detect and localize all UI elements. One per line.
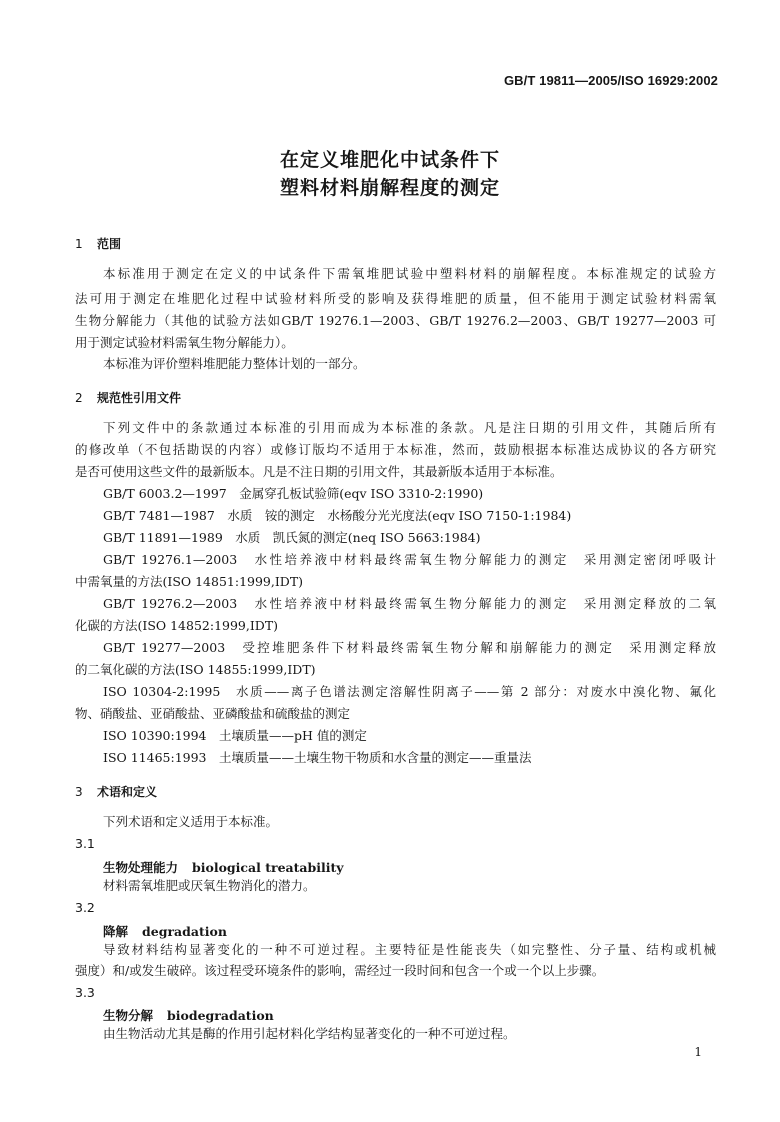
- reference-entry: ISO 10304-2:1995 水质——离子色谱法测定溶解性阴离子——第 2 部分：对废水中溴化物、氟化: [103, 684, 716, 699]
- page-number: 1: [694, 1045, 702, 1059]
- scope-paragraph-line: 本标准用于测定在定义的中试条件下需氧堆肥试验中塑料材料的崩解程度。本标准规定的试验方: [103, 266, 716, 281]
- reference-entry: GB/T 19276.1—2003 水性培养液中材料最终需氧生物分解能力的测定 采用测定密闭呼吸计: [103, 552, 716, 567]
- reference-entry: ISO 11465:1993 土壤质量——土壤生物干物质和水含量的测定——重量法: [103, 750, 532, 765]
- reference-entry: GB/T 11891—1989 水质 凯氏氮的测定(neq ISO 5663:1984): [103, 530, 481, 545]
- reference-entry: GB/T 19277—2003 受控堆肥条件下材料最终需氧生物分解和崩解能力的测定 采用测定释放: [103, 640, 716, 655]
- document-title-line1: 在定义堆肥化中试条件下: [279, 149, 500, 171]
- reference-entry-cont: 中需氧量的方法(ISO 14851:1999,IDT): [75, 574, 304, 589]
- reference-entry: ISO 10390:1994 土壤质量——pH 值的测定: [103, 728, 367, 743]
- clause-number: 3.3: [75, 985, 95, 1000]
- references-paragraph-line: 下列文件中的条款通过本标准的引用而成为本标准的条款。凡是注日期的引用文件，其随后所有: [103, 420, 716, 435]
- scope-paragraph-line: 法可用于测定在堆肥化过程中试验材料所受的影响及获得堆肥的质量，但不能用于测定试验材料需氧: [75, 291, 716, 306]
- reference-entry: GB/T 19276.2—2003 水性培养液中材料最终需氧生物分解能力的测定 采用测定释放的二氧: [103, 596, 716, 611]
- term-zh: 降解: [103, 924, 129, 939]
- scope-paragraph-2: 本标准为评价塑料堆肥能力整体计划的一部分。: [103, 356, 366, 371]
- term-zh: 生物分解: [103, 1008, 154, 1023]
- reference-entry: GB/T 7481—1987 水质 铵的测定 水杨酸分光光度法(eqv ISO 7150-1:1984): [103, 508, 572, 523]
- term-en: degradation: [142, 924, 227, 939]
- term-en: biological treatability: [192, 860, 344, 875]
- scope-paragraph-line: 生物分解能力（其他的试验方法如GB/T 19276.1—2003、GB/T 19276.2—2003、GB/T 19277—2003 可: [75, 313, 716, 328]
- term-heading: [103, 1006, 274, 1024]
- section-number: 3: [75, 785, 83, 799]
- clause-number: 3.1: [75, 836, 95, 851]
- terms-intro: 下列术语和定义适用于本标准。: [103, 814, 279, 829]
- references-paragraph-line: 的修改单（不包括勘误的内容）或修订版均不适用于本标准，然而，鼓励根据本标准达成协议的各方研究: [75, 442, 716, 457]
- term-en: biodegradation: [167, 1008, 274, 1023]
- term-heading: [103, 922, 227, 940]
- term-zh: 生物处理能力: [103, 860, 179, 875]
- reference-entry-cont: 的二氧化碳的方法(ISO 14855:1999,IDT): [75, 662, 316, 677]
- scope-paragraph-line: 用于测定试验材料需氧生物分解能力）。: [75, 335, 294, 350]
- document-title-line2: 塑料材料崩解程度的测定: [279, 177, 500, 199]
- term-definition: 导致材料结构显著变化的一种不可逆过程。主要特征是性能丧失（如完整性、分子量、结构或机械: [103, 942, 716, 957]
- term-definition: 材料需氧堆肥或厌氧生物消化的潜力。: [103, 878, 316, 893]
- standard-code: GB/T 19811—2005/ISO 16929:2002: [503, 73, 718, 88]
- section-title: 术语和定义: [97, 785, 158, 799]
- section-number: 1: [75, 237, 83, 251]
- section-title: 规范性引用文件: [97, 391, 182, 405]
- clause-number: 3.2: [75, 900, 95, 915]
- section-heading-scope: [75, 235, 121, 252]
- section-title: 范围: [97, 237, 122, 251]
- references-paragraph-line: 是否可使用这些文件的最新版本。凡是不注日期的引用文件，其最新版本适用于本标准。: [75, 464, 563, 479]
- term-definition-cont: 强度）和/或发生破碎。该过程受环境条件的影响，需经过一段时间和包含一个或一个以上步骤。: [75, 963, 605, 978]
- reference-entry-cont: 化碳的方法(ISO 14852:1999,IDT): [75, 618, 279, 633]
- reference-entry: GB/T 6003.2—1997 金属穿孔板试验筛(eqv ISO 3310-2:1990): [103, 486, 484, 501]
- section-number: 2: [75, 391, 83, 405]
- reference-entry-cont: 物、硝酸盐、亚硝酸盐、亚磷酸盐和硫酸盐的测定: [75, 706, 351, 721]
- term-heading: [103, 858, 344, 876]
- section-heading-references: [75, 389, 181, 406]
- section-heading-terms: [75, 783, 157, 800]
- term-definition: 由生物活动尤其是酶的作用引起材料化学结构显著变化的一种不可逆过程。: [103, 1026, 516, 1041]
